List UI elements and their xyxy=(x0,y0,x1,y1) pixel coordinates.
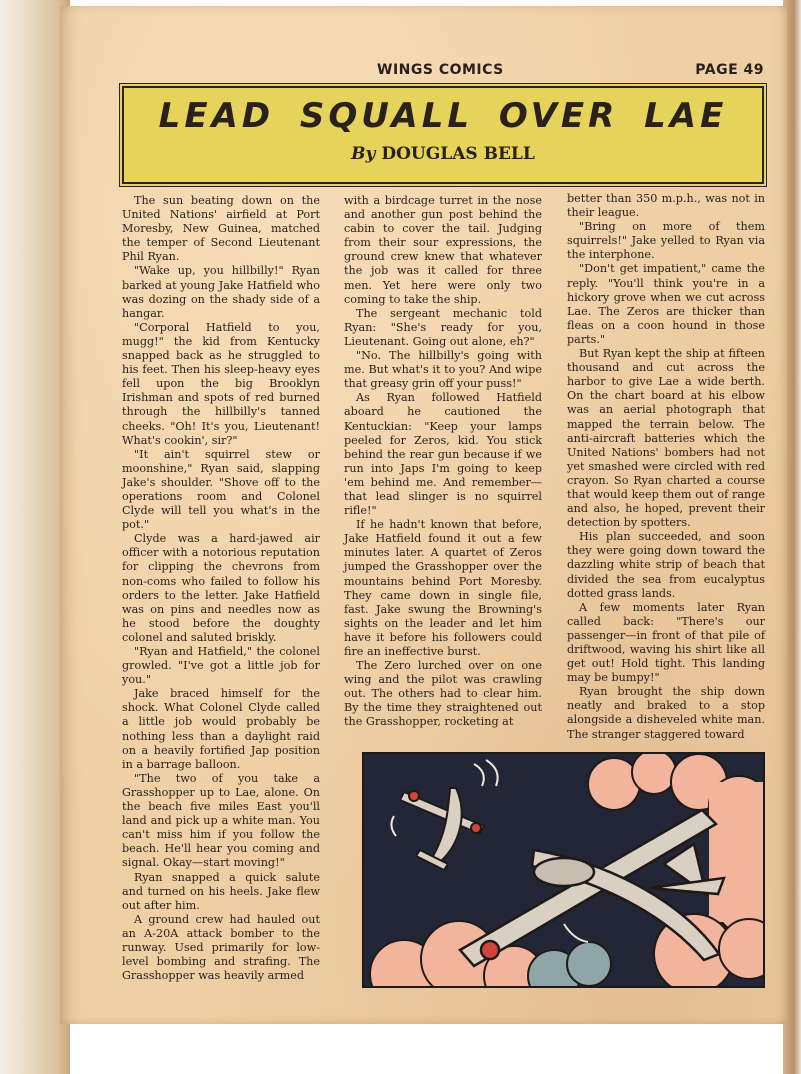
page-number: PAGE 49 xyxy=(695,62,764,78)
paragraph: The sergeant mechanic told Ryan: "She's ready for you, Lieutenant. Going out alone, eh?" xyxy=(344,306,542,348)
paragraph: As Ryan followed Hatfield aboard he cautioned the Kentuckian: "Keep your lamps peeled for Zeros, kid. You stick behind the rear gun because if we run into Japs I'm going to keep 'em behind me. And remember—that lead slinger is no squirrel rifle!" xyxy=(344,391,542,518)
running-header xyxy=(120,62,770,82)
dogfight-scene xyxy=(364,754,763,986)
text-column-3 xyxy=(567,192,765,742)
paragraph: "The two of you take a Grasshopper up to Lae, alone. On the beach five miles East you'll land and pick up a white man. You can't miss him if you follow the beach. He'll hear you coming and signal. Okay—start moving!" xyxy=(122,771,320,870)
paragraph: A ground crew had hauled out an A-20A attack bomber to the runway. Used primarily for low-level bombing and strafing. The Grasshopper was heavily armed xyxy=(122,912,320,983)
paragraph: Clyde was a hard-jawed air officer with a notorious reputation for clipping the chevrons from non-coms who failed to follow his orders to the letter. Jake Hatfield was on pins and needles now as he stood before the doughty colonel and saluted briskly. xyxy=(122,532,320,644)
paragraph: "Wake up, you hillbilly!" Ryan barked at young Jake Hatfield who was dozing on the shady side of a hangar. xyxy=(122,264,320,320)
paragraph: His plan succeeded, and soon they were going down toward the dazzling white strip of beach that divided the sea from eucalyptus dotted grass lands. xyxy=(567,530,765,600)
paragraph: "No. The hillbilly's going with me. But what's it to you? And wipe that greasy grin off your puss!" xyxy=(344,349,542,391)
text-column-2 xyxy=(344,194,542,730)
paragraph: Ryan brought the ship down neatly and braked to a stop alongside a disheveled white man. The stranger staggered toward xyxy=(567,685,765,741)
paragraph: The Zero lurched over on one wing and the pilot was crawling out. The others had to clear him. By the time they straightened out the Grasshopper, rocketing at xyxy=(344,659,542,729)
byline xyxy=(124,144,762,164)
paragraph: "Corporal Hatfield to you, mugg!" the kid from Kentucky snapped back as he struggled to his feet. Then his sleep-heavy eyes fell upon the big Brooklyn Irishman and spots of red burned through the hillbilly's tanned cheeks. "Oh! It's you, Lieutenant! What's cookin', sir?" xyxy=(122,320,320,447)
paragraph: "Don't get impatient," came the reply. "You'll think you're in a hickory grove when we cut across Lae. The Zeros are thicker than fleas on a coon hound in those parts." xyxy=(567,262,765,346)
aerial-dogfight-illustration xyxy=(362,752,765,988)
paragraph: Ryan snapped a quick salute and turned on his heels. Jake flew out after him. xyxy=(122,870,320,912)
author-name: DOUGLAS BELL xyxy=(381,144,535,164)
paragraph: The sun beating down on the United Nations' airfield at Port Moresby, New Guinea, matched the temper of Second Lieutenant Phil Ryan. xyxy=(122,194,320,264)
paragraph: But Ryan kept the ship at fifteen thousand and cut across the harbor to give Lae a wide berth. On the chart board at his elbow was an aerial photograph that mapped the terrain below. The anti-aircraft batteries which the United Nations' bombers had not yet smashed were circled with red crayon. So Ryan charted a course that would keep them out of range and also, he hoped, prevent their detection by spotters. xyxy=(567,347,765,530)
magazine-name: WINGS COMICS xyxy=(377,62,504,78)
paragraph: better than 350 m.p.h., was not in their league. xyxy=(567,192,765,220)
paragraph: A few moments later Ryan called back: "There's our passenger—in front of that pile of driftwood, waving his shirt like all get out! Hold tight. This landing may be bumpy!" xyxy=(567,600,765,685)
story-title: LEAD SQUALL OVER LAE xyxy=(158,96,728,136)
paragraph: Jake braced himself for the shock. What Colonel Clyde called a little job would probably be nothing less than a daylight raid on a heavily fortified Jap position in a barrage balloon. xyxy=(122,687,320,771)
paragraph: with a birdcage turret in the nose and another gun post behind the cabin to cover the tail. Judging from their sour expressions, the ground crew knew that whatever the job was it called for three men. Yet here were only two coming to take the ship. xyxy=(344,194,542,306)
paragraph: "Ryan and Hatfield," the colonel growled. "I've got a little job for you." xyxy=(122,645,320,687)
byline-prefix: By xyxy=(351,144,376,164)
title-banner xyxy=(122,86,764,184)
paragraph: If he hadn't known that before, Jake Hatfield found it out a few minutes later. A quartet of Zeros jumped the Grasshopper over the mountains behind Port Moresby. They came down in single file, fast. Jake swung the Browning's sights on the leader and let him have it before his followers could fire an ineffective burst. xyxy=(344,518,542,658)
text-column-1 xyxy=(122,194,320,983)
paragraph: "Bring on more of them squirrels!" Jake yelled to Ryan via the interphone. xyxy=(567,220,765,262)
paragraph: "It ain't squirrel stew or moonshine," Ryan said, slapping Jake's shoulder. "Shove off to the operations room and Colonel Clyde will tell you what's in the pot." xyxy=(122,447,320,532)
